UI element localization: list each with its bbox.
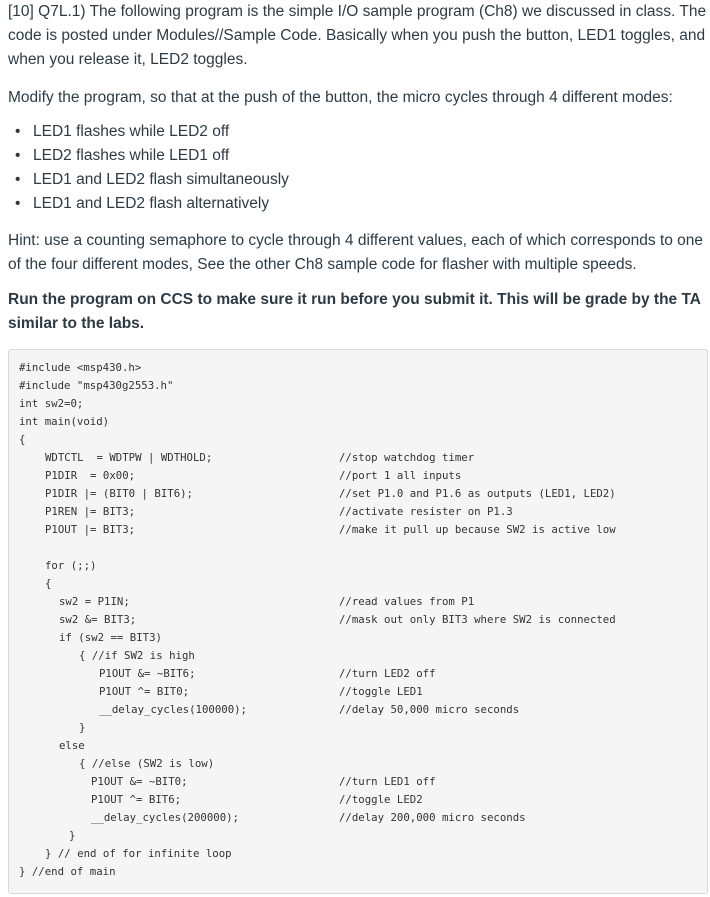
code-comment: //toggle LED1 [339,685,423,698]
code-line: P1DIR |= (BIT0 | BIT6); [45,487,193,500]
code-line: P1OUT ^= BIT6; [91,793,182,806]
code-line: { //else (SW2 is low) [79,757,215,770]
mode-list-item: • LED1 flashes while LED2 off [12,120,289,144]
code-line: #include "msp430g2553.h" [19,379,174,392]
question-paragraph-2: Modify the program, so that at the push of the button, the micro cycles through 4 different modes: [8,89,673,106]
code-comment: //activate resister on P1.3 [339,505,513,518]
code-line: P1REN |= BIT3; [45,505,136,518]
code-comment: //toggle LED2 [339,793,423,806]
code-line: __delay_cycles(200000); [91,811,239,824]
code-line: P1OUT &= ~BIT6; [99,667,196,680]
code-comment: //make it pull up because SW2 is active low [339,523,616,536]
question-paragraph-1: [10] Q7L.1) The following program is the simple I/O sample program (Ch8) we discussed in class. The code is posted under Modules//Sample Code. Basically when you push the button, LED1 toggles, and when you release it, LED2 toggles. [8,3,707,68]
code-line: #include <msp430.h> [19,361,142,374]
code-comment: //port 1 all inputs [339,469,462,482]
code-line: { //if SW2 is high [79,649,195,662]
code-line: for (;;) [45,559,97,572]
hint-paragraph: Hint: use a counting semaphore to cycle through 4 different values, each of which corresponds to one of the four different modes, See the other Ch8 sample code for flasher with multiple speeds. [8,232,704,273]
code-comment: //turn LED2 off [339,667,436,680]
mode-list-item: • LED2 flashes while LED1 off [12,144,289,168]
code-comment: //stop watchdog timer [339,451,475,464]
code-line: } [79,721,86,734]
code-line: if (sw2 == BIT3) [59,631,162,644]
code-line: } //end of main [19,865,116,878]
code-comment: //turn LED1 off [339,775,436,788]
code-line: else [59,739,85,752]
code-line: sw2 &= BIT3; [59,613,137,626]
code-line: sw2 = P1IN; [59,595,130,608]
code-comment: //delay 200,000 micro seconds [339,811,526,824]
code-line: } // end of for infinite loop [45,847,232,860]
code-comment: //set P1.0 and P1.6 as outputs (LED1, LED2) [339,487,616,500]
code-block [8,349,708,894]
code-line: int main(void) [19,415,110,428]
code-line: } [69,829,76,842]
code-line: { [19,433,26,446]
code-line: __delay_cycles(100000); [99,703,247,716]
code-line: P1DIR = 0x00; [45,469,136,482]
code-line: { [45,577,52,590]
code-line: P1OUT &= ~BIT0; [91,775,188,788]
code-comment: //delay 50,000 micro seconds [339,703,520,716]
mode-list-item: • LED1 and LED2 flash alternatively [12,192,289,216]
code-line: P1OUT ^= BIT0; [99,685,190,698]
code-comment: //mask out only BIT3 where SW2 is connected [339,613,616,626]
code-comment: //read values from P1 [339,595,475,608]
code-line: WDTCTL = WDTPW | WDTHOLD; [45,451,213,464]
code-line: int sw2=0; [19,397,84,410]
instruction-paragraph: Run the program on CCS to make sure it run before you submit it. This will be grade by the TA similar to the labs. [8,291,701,332]
mode-list [12,120,289,216]
mode-list-item: • LED1 and LED2 flash simultaneously [12,168,289,192]
code-line: P1OUT |= BIT3; [45,523,136,536]
